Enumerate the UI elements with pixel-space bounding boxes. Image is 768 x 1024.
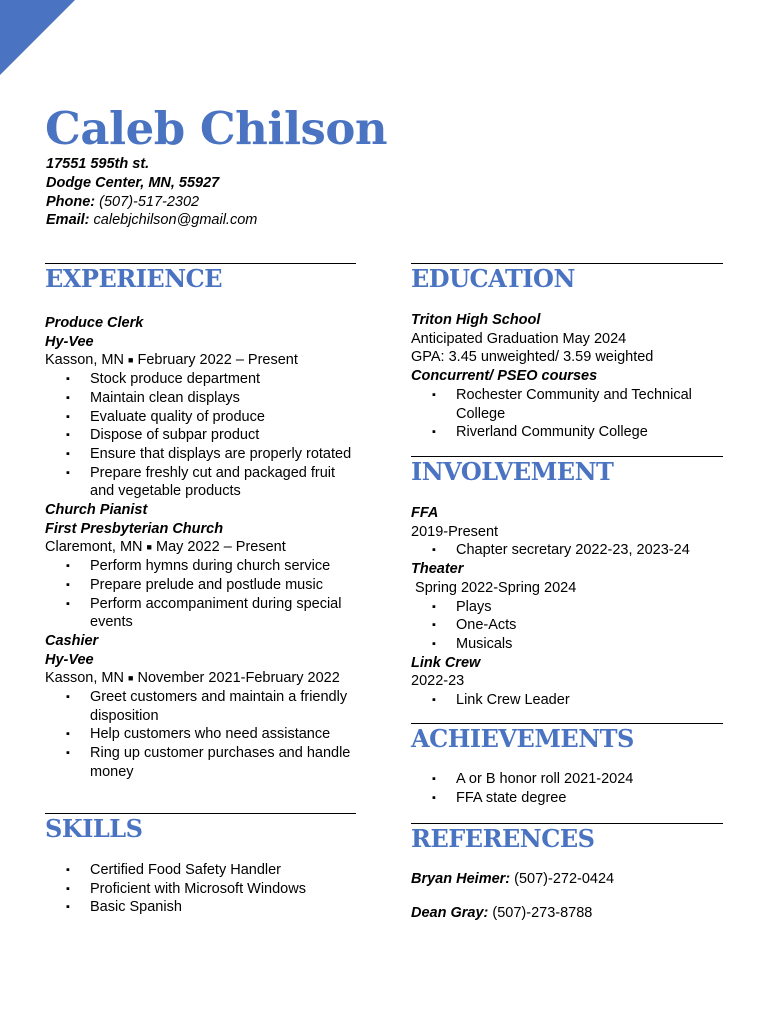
list-item: ▪ Certified Food Safety Handler <box>45 861 356 880</box>
job-location-dates <box>45 538 356 557</box>
activity-dates: 2019-Present <box>411 523 499 540</box>
list-item: ▪ A or B honor roll 2021-2024 <box>411 770 723 789</box>
reference-phone: (507)-272-0424 <box>510 871 615 887</box>
job-org: Hy-Vee <box>45 651 94 668</box>
job-location-dates <box>45 669 356 688</box>
phone-label: Phone: <box>46 193 96 210</box>
courses-label: Concurrent/ PSEO courses <box>411 368 598 385</box>
job-dates: February 2022 – Present <box>137 352 298 369</box>
list-item: ▪ Basic Spanish <box>45 898 356 917</box>
experience-section <box>45 263 356 782</box>
list-item: ▪ Perform hymns during church service <box>45 557 356 576</box>
list-item: ▪ One-Acts <box>411 616 723 635</box>
achievements-section <box>411 723 723 807</box>
gpa: GPA: 3.45 unweighted/ 3.59 weighted <box>411 349 654 366</box>
activity-title: Link Crew <box>411 654 481 671</box>
phone-value: (507)-517-2302 <box>95 193 200 210</box>
corner-triangle-decoration <box>0 0 75 75</box>
skills-heading: SKILLS <box>45 814 143 843</box>
references-heading: REFERENCES <box>411 824 595 853</box>
list-item: ▪ Dispose of subpar product <box>45 426 356 445</box>
activity-title: FFA <box>411 505 439 521</box>
activity-title: Theater <box>411 561 464 578</box>
list-item: ▪ Help customers who need assistance <box>45 725 356 744</box>
separator-icon: ■ <box>146 542 152 553</box>
reference-entry <box>411 904 723 923</box>
list-item: ▪ Maintain clean displays <box>45 389 356 408</box>
education-section <box>411 263 723 442</box>
experience-heading: EXPERIENCE <box>45 264 223 293</box>
list-item: ▪ Stock produce department <box>45 370 356 389</box>
graduation-date: Anticipated Graduation May 2024 <box>411 330 627 347</box>
job-title: Cashier <box>45 632 99 649</box>
job-org: Hy-Vee <box>45 333 94 350</box>
job-dates: November 2021-February 2022 <box>137 670 340 687</box>
school-name: Triton High School <box>411 312 541 328</box>
phone-line <box>46 193 257 212</box>
job-title: Church Pianist <box>45 502 148 519</box>
list-item: ▪ Rochester Community and Technical College <box>411 386 723 423</box>
list-item: ▪ Riverland Community College <box>411 423 723 442</box>
job-location: Claremont, MN <box>45 539 143 556</box>
activity-dates: 2022-23 <box>411 673 465 690</box>
achievements-heading: ACHIEVEMENTS <box>411 724 634 753</box>
education-heading: EDUCATION <box>411 264 575 293</box>
reference-name: Bryan Heimer: <box>411 871 511 887</box>
separator-icon: ■ <box>128 355 134 366</box>
resume-name: Caleb Chilson <box>45 102 388 155</box>
reference-entry <box>411 870 723 889</box>
job-location: Kasson, MN <box>45 670 124 687</box>
list-item: ▪ Chapter secretary 2022-23, 2023-24 <box>411 541 723 560</box>
list-item: ▪ Perform accompaniment during special events <box>45 595 356 632</box>
references-section <box>411 823 723 922</box>
list-item: ▪ FFA state degree <box>411 789 723 808</box>
email-label: Email: <box>46 212 90 229</box>
email-value[interactable]: calebjchilson@gmail.com <box>89 212 258 229</box>
activity-dates: Spring 2022-Spring 2024 <box>411 579 577 596</box>
list-item: ▪ Prepare prelude and postlude music <box>45 576 356 595</box>
job-title: Produce Clerk <box>45 315 144 331</box>
email-line <box>46 211 257 230</box>
job-dates: May 2022 – Present <box>156 539 286 556</box>
job-location-dates <box>45 351 356 370</box>
job-entry <box>45 314 356 501</box>
street-address: 17551 595th st. <box>46 156 150 172</box>
job-entry <box>45 632 356 782</box>
skills-section <box>45 813 356 917</box>
list-item: ▪ Evaluate quality of produce <box>45 408 356 427</box>
separator-icon: ■ <box>128 673 134 684</box>
list-item: ▪ Greet customers and maintain a friendly disposition <box>45 688 356 725</box>
job-location: Kasson, MN <box>45 352 124 369</box>
job-entry <box>45 501 356 632</box>
list-item: ▪ Link Crew Leader <box>411 691 723 710</box>
reference-name: Dean Gray: <box>411 904 489 921</box>
list-item: ▪ Ensure that displays are properly rotated <box>45 445 356 464</box>
city-state-zip: Dodge Center, MN, 55927 <box>46 174 220 191</box>
list-item: ▪ Plays <box>411 598 723 617</box>
list-item: ▪ Proficient with Microsoft Windows <box>45 880 356 899</box>
list-item: ▪ Musicals <box>411 635 723 654</box>
involvement-section <box>411 456 723 710</box>
reference-phone: (507)-273-8788 <box>488 904 593 921</box>
list-item: ▪ Prepare freshly cut and packaged fruit and vegetable products <box>45 464 356 501</box>
contact-block <box>46 155 257 230</box>
job-org: First Presbyterian Church <box>45 520 224 537</box>
involvement-heading: INVOLVEMENT <box>411 457 614 486</box>
list-item: ▪ Ring up customer purchases and handle money <box>45 744 356 781</box>
